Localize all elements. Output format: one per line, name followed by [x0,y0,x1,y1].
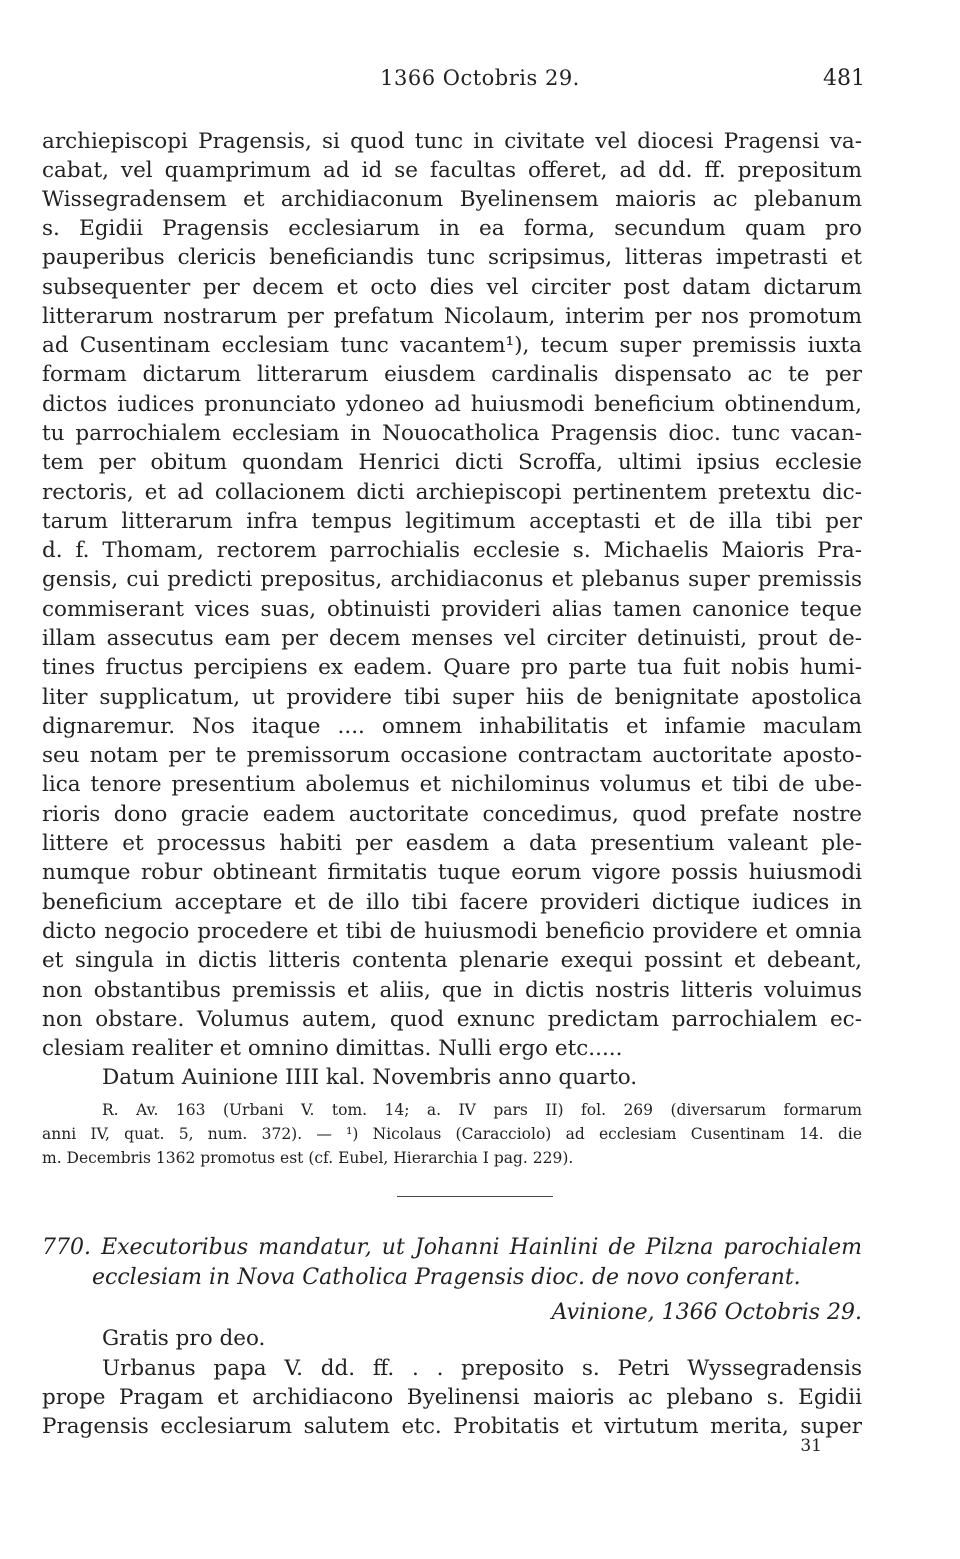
footnote-line: anni IV, quat. 5, num. 372). — ¹) Nicolaus (Caracciolo) ad ecclesiam Cusentinam 14. die [42,1125,862,1143]
body-line: subsequenter per decem et octo dies vel circiter post datam dictarum [42,275,862,300]
body-line: tu parrochialem ecclesiam in Nouocatholica Pragensis dioc. tunc vacan- [42,421,862,446]
body-line: numque robur obtineant firmitatis tuque eorum vigore possis huiusmodi [42,860,862,885]
body-line: et singula in dictis litteris contenta plenarie exequi possint et debeant, [42,948,862,973]
page-number: 481 [823,66,865,91]
body-line: tarum litterarum infra tempus legitimum acceptasti et de illa tibi per [42,509,862,534]
page-header [0,62,960,98]
datum-line: Datum Auinione IIII kal. Novembris anno quarto. [102,1065,638,1090]
body-line: clesiam realiter et omnino dimittas. Nulli ergo etc..... [42,1036,623,1061]
body-line: liter supplicatum, ut providere tibi super hiis de benignitate apostolica [42,685,862,710]
body-line: pauperibus clericis beneficiandis tunc scripsimus, litteras impetrasti et [42,245,862,270]
body-line: illam assecutus eam per decem menses vel circiter detinuisti, prout de- [42,626,862,651]
footnote-line: m. Decembris 1362 promotus est (cf. Eubel, Hierarchia I pag. 229). [42,1149,574,1167]
gratis-line: Gratis pro deo. [102,1326,266,1351]
body-line: commiserant vices suas, obtinuisti provideri alias tamen canonice teque [42,597,862,622]
document-text-line: prope Pragam et archidiacono Byelinensi maioris ac plebano s. Egidii [42,1385,862,1410]
footnote-line: R. Av. 163 (Urbani V. tom. 14; a. IV pars II) fol. 269 (diversarum formarum [102,1101,862,1119]
document-text-line: Pragensis ecclesiarum salutem etc. Probitatis et virtutum merita, super [42,1414,862,1439]
body-line: littere et processus habiti per easdem a data presentium valeant ple- [42,831,862,856]
body-line: dictos iudices pronunciato ydoneo ad huiusmodi beneficium obtinendum, [42,392,862,417]
body-line: dicto negocio procedere et tibi de huiusmodi beneficio providere et omnia [42,919,862,944]
body-line: rioris dono gracie eadem auctoritate concedimus, quod prefate nostre [42,802,862,827]
body-line: archiepiscopi Pragensis, si quod tunc in civitate vel diocesi Pragensi va- [42,129,862,154]
section-divider [397,1196,553,1197]
signature-mark: 31 [800,1436,822,1456]
body-line: gensis, cui predicti prepositus, archidiaconus et plebanus super premissis [42,567,862,592]
body-line: non obstare. Volumus autem, quod exnunc predictam parrochialem ec- [42,1007,862,1032]
document-title-line-2: ecclesiam in Nova Catholica Pragensis dioc. de novo conferant. [92,1265,801,1290]
body-line: tines fructus percipiens ex eadem. Quare pro parte tua fuit nobis humi- [42,655,862,680]
body-line: litterarum nostrarum per prefatum Nicolaum, interim per nos promotum [42,304,862,329]
body-line: dignaremur. Nos itaque .... omnem inhabilitatis et infamie maculam [42,714,862,739]
document-title [42,1233,862,1263]
document-text-line: Urbanus papa V. dd. ff. . . preposito s. Petri Wyssegradensis [102,1356,862,1381]
place-date: Avinione, 1366 Octobris 29. [551,1300,862,1325]
body-line: seu notam per te premissorum occasione contractam auctoritate aposto- [42,743,862,768]
document-title-line-1: Executoribus mandatur, ut Johanni Hainlini de Pilzna parochialem [101,1235,863,1260]
body-line: ad Cusentinam ecclesiam tunc vacantem¹), tecum super premissis iuxta [42,333,862,358]
body-line: Wissegradensem et archidiaconum Byelinensem maioris ac plebanum [42,187,862,212]
body-line: d. f. Thomam, rectorem parrochialis ecclesie s. Michaelis Maioris Pra- [42,538,862,563]
running-head: 1366 Octobris 29. [380,66,580,90]
body-line: beneficium acceptare et de illo tibi facere provideri dictique iudices in [42,890,862,915]
body-line: cabat, vel quamprimum ad id se facultas offeret, ad dd. ff. prepositum [42,158,862,183]
body-line: s. Egidii Pragensis ecclesiarum in ea forma, secundum quam pro [42,216,862,241]
body-line: tem per obitum quondam Henrici dicti Scroffa, ultimi ipsius ecclesie [42,450,862,475]
body-line: non obstantibus premissis et aliis, que in dictis nostris litteris voluimus [42,978,862,1003]
body-line: lica tenore presentium abolemus et nichilominus volumus et tibi de ube- [42,772,862,797]
body-line: rectoris, et ad collacionem dicti archiepiscopi pertinentem pretextu dic- [42,480,862,505]
body-line: formam dictarum litterarum eiusdem cardinalis dispensato ac te per [42,362,862,387]
document-number: 770. [42,1235,91,1260]
